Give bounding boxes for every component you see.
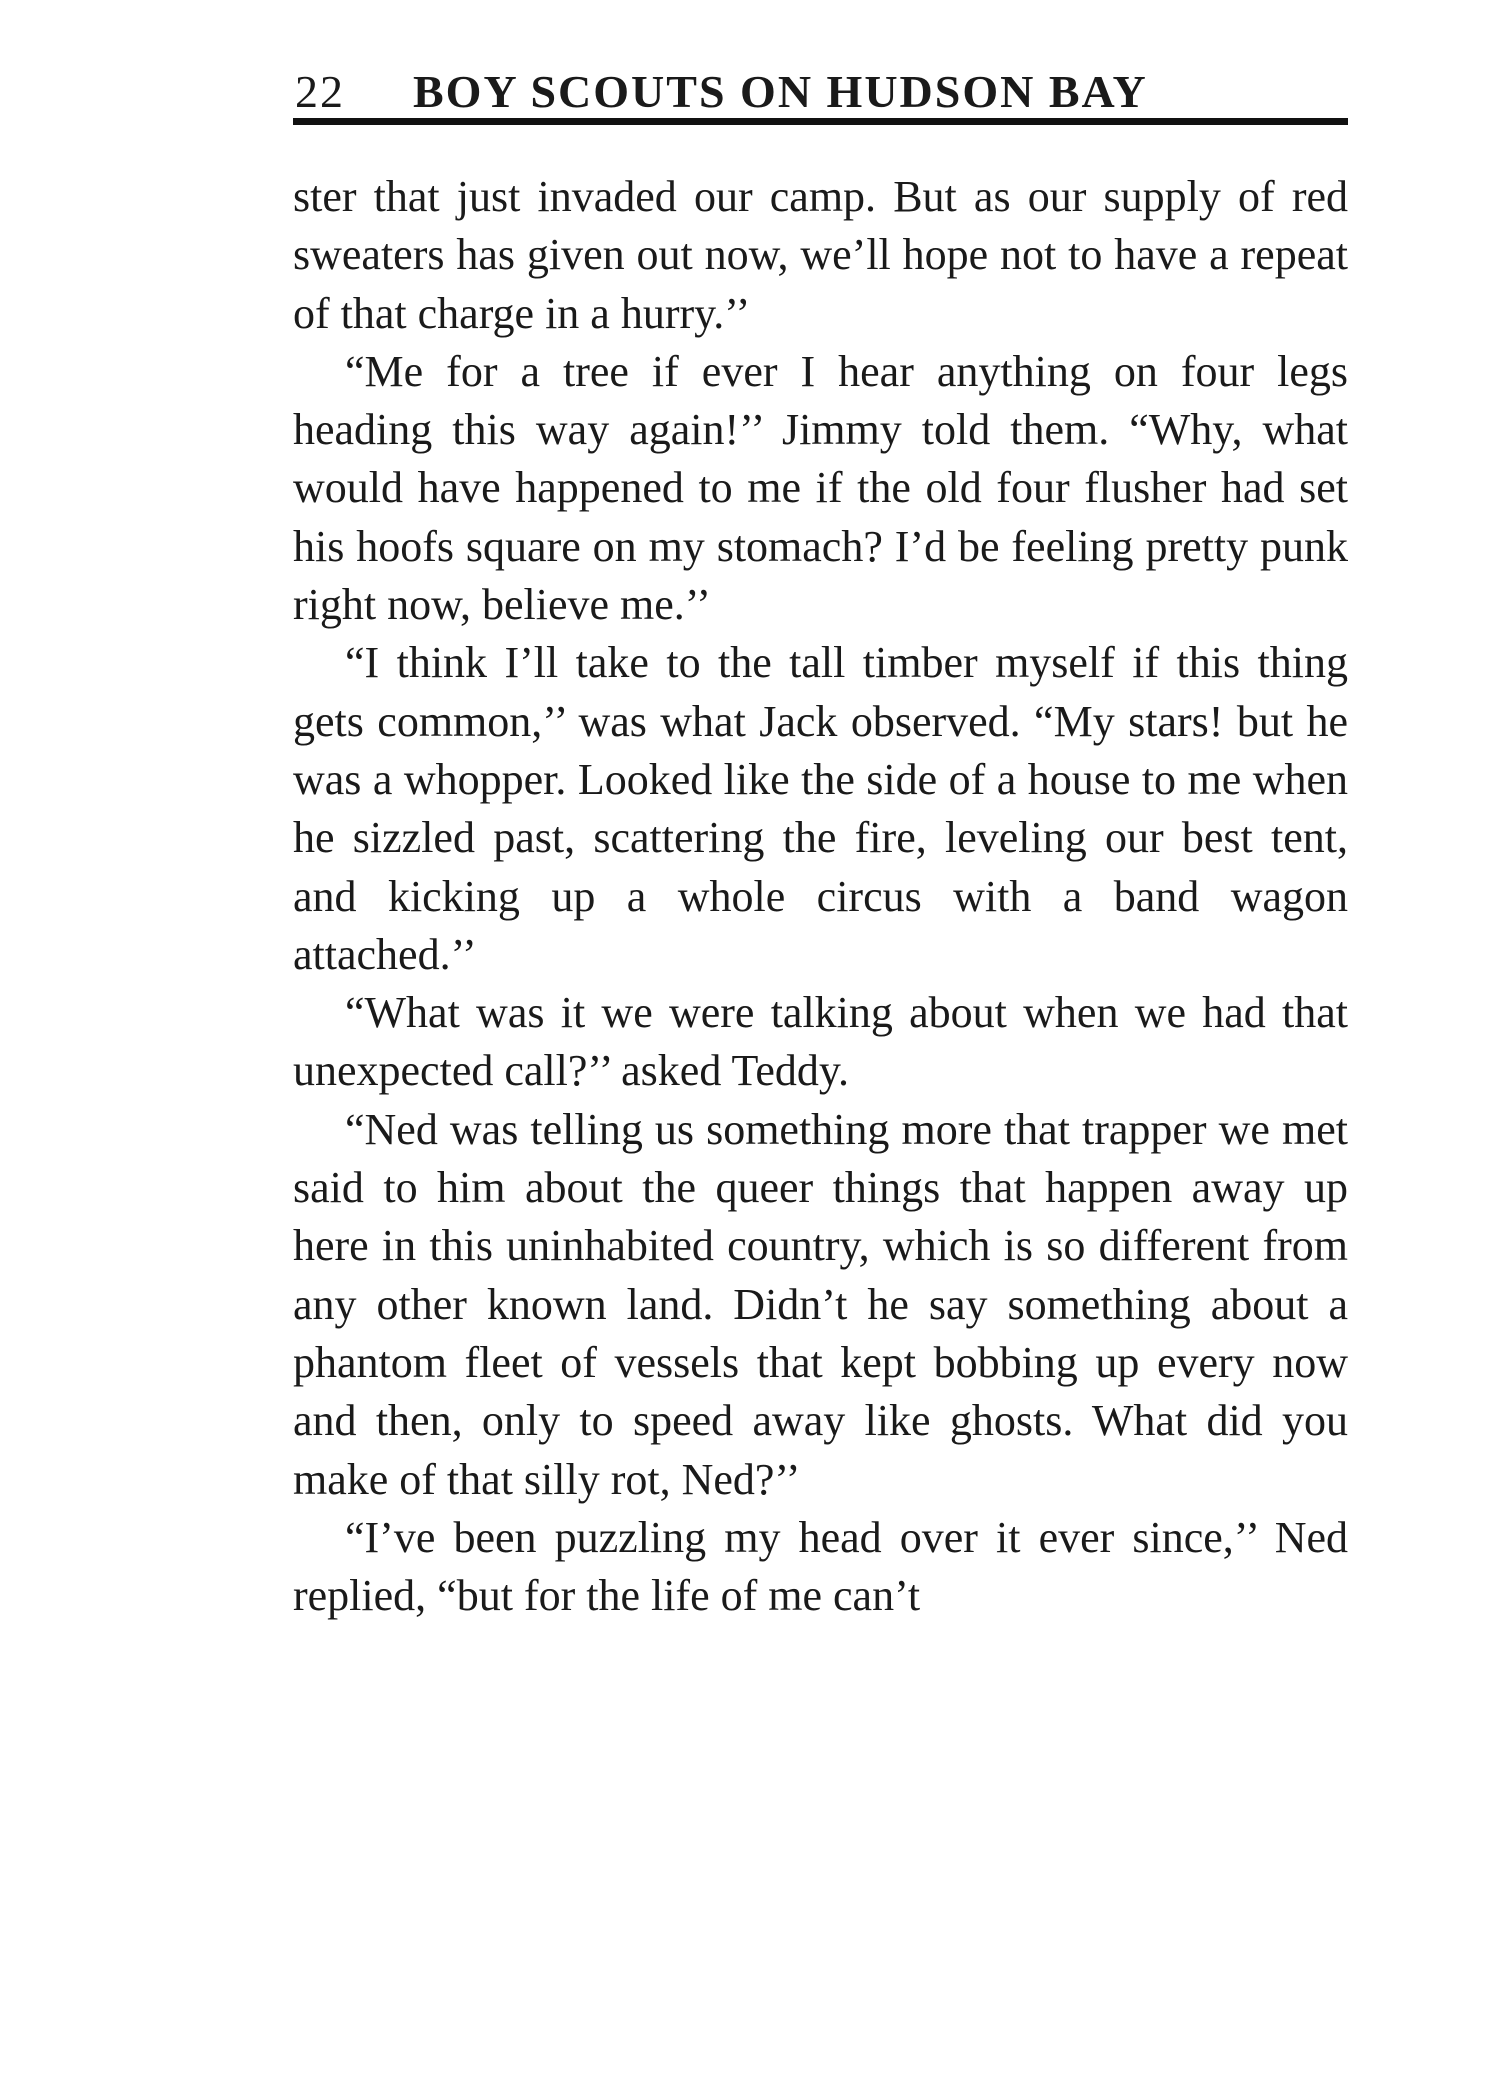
paragraph-continued: ster that just invaded our camp. But as our supply of red sweaters has given out now, we’ll hope not to have a repeat of that charge in a hurry.’’: [293, 172, 1348, 338]
page-number: 22: [295, 66, 345, 117]
body-text: [293, 168, 1348, 1625]
book-title: BOY SCOUTS ON HUDSON BAY: [413, 66, 1148, 117]
paragraph: “What was it we were talking about when we had that unexpected call?’’ asked Teddy.: [293, 988, 1348, 1096]
paragraph: “I’ve been puzzling my head over it ever since,’’ Ned replied, “but for the life of me can’t: [293, 1512, 1348, 1621]
header-rule: [293, 118, 1348, 125]
paragraph: “Me for a tree if ever I hear anything on four legs heading this way again!’’ Jimmy told them. “Why, what would have happened to me if the old four flusher had set his hoofs square on my stomach? I’d be feeling pretty punk right now, believe me.’’: [293, 346, 1348, 630]
paragraph: “Ned was telling us something more that trapper we met said to him about the queer things that happen away up here in this uninhabited country, which is so different from any other known land. Didn’t he say something about a phantom fleet of vessels that kept bobbing up every now and then, only to speed away like ghosts. What did you make of that silly rot, Ned?’’: [293, 1104, 1348, 1504]
running-head: [293, 62, 1348, 122]
paragraph: “I think I’ll take to the tall timber myself if this thing gets common,’’ was what Jack observed. “My stars! but he was a whopper. Looked like the side of a house to me when he sizzled past, scattering the fire, leveling our best tent, and kicking up a whole circus with a band wagon attached.’’: [293, 638, 1348, 979]
